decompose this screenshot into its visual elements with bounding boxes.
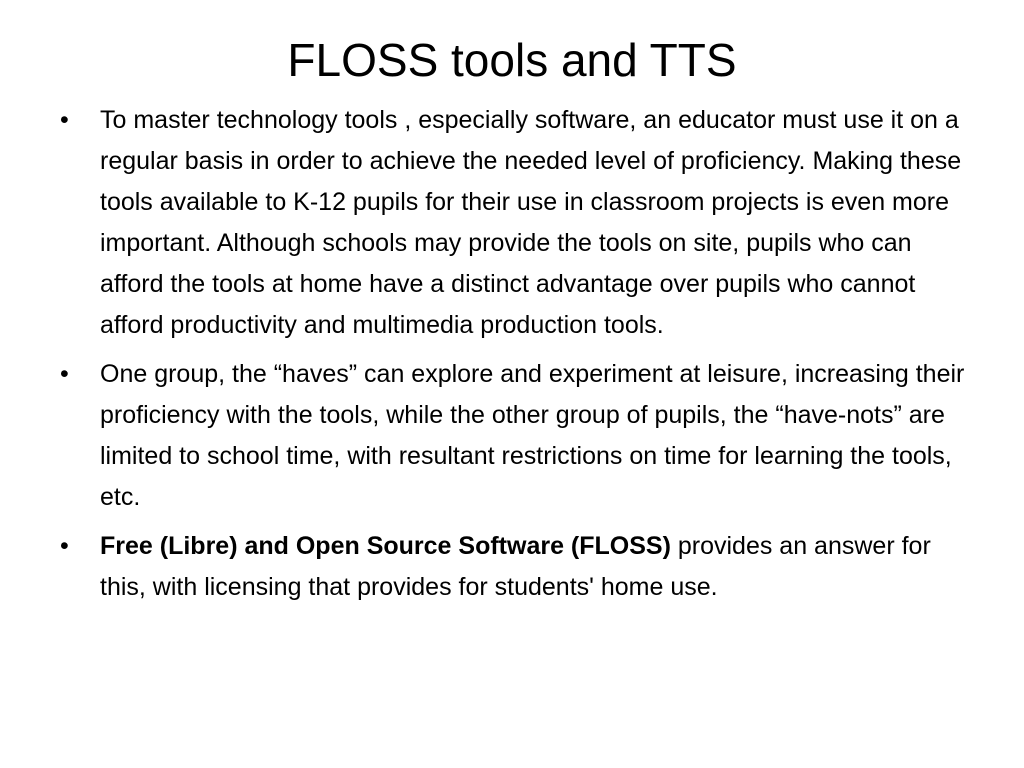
bullet-text: To master technology tools , especially software, an educator must use it on a regular basis in order to achieve the needed level of proficiency. Making these tools available to K-12 pupils for their use in classroom projects is even more important. Although schools may provide the tools on site, pupils who can afford the tools at home have a distinct advantage over pupils who cannot afford productivity and multimedia production tools.	[100, 106, 962, 339]
bullet-dot-icon: •	[60, 106, 69, 134]
bullet-list	[56, 100, 976, 616]
bullet-text: provides an answer for this, with licensing that provides for students' home use.	[100, 532, 931, 601]
slide-title: FLOSS tools and TTS	[287, 34, 737, 86]
bullet-item-1	[56, 100, 976, 346]
bullet-bold-lead: Free (Libre) and Open Source Software (FLOSS)	[100, 532, 671, 560]
bullet-dot-icon: •	[60, 360, 69, 388]
bullet-item-2	[56, 354, 976, 518]
bullet-text: One group, the “haves” can explore and experiment at leisure, increasing their proficiency with the tools, while the other group of pupils, the “have-nots” are limited to school time, with resultant restrictions on time for learning the tools, etc.	[100, 360, 965, 511]
bullet-item-3	[56, 526, 976, 608]
bullet-dot-icon: •	[60, 532, 69, 560]
